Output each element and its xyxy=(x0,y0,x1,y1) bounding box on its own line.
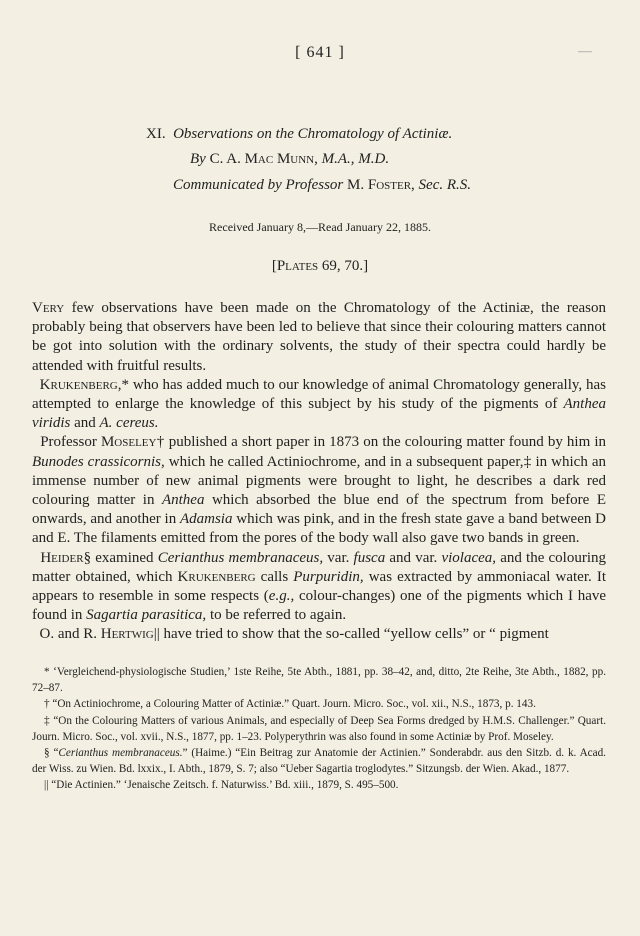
author-name: C. A. Mac Munn, xyxy=(209,151,318,167)
author-line: By C. A. Mac Munn, M.A., M.D. xyxy=(190,151,390,167)
paragraph: Very few observations have been made on the Chromatology of the Actiniæ, the reason probably being that observers have been led to believe that since their colouring matters cannot be got into solution with the ordinary solvents, the study of their spectra could hardly be attended with fruitful results. xyxy=(32,300,606,374)
paragraph: Professor Moseley† published a short paper in 1873 on the colouring matter found by him in Bunodes crassicornis, which he called Actiniochrome, and in a subsequent paper,‡ in which an immense number of new animal pigments were brought to light, he describes a dark red colouring matter in Anthea which absorbed the blue end of the spectrum from before E onwards, and another in Adamsia which was pink, and in the fresh state gave a band between D and E. The filaments emitted from the pores of the body wall also gave two bands in green. xyxy=(32,434,607,547)
margin-mark: — xyxy=(578,44,592,59)
body-text xyxy=(32,299,606,645)
page-number: [ 641 ] xyxy=(295,44,345,61)
footnote: ‡ “On the Colouring Matters of various Animals, and especially of Deep Sea Forms dredged by H.M.S. Challenger.” Quart. Journ. Micro. Soc., vol. xvii., N.S., 1877, pp. 1–23. Polyperythrin was also found in some Actiniæ by Prof. Moseley. xyxy=(32,714,606,743)
footnote: || “Die Actinien.” ‘Jenaische Zeitsch. f. Naturwiss.’ Bd. xiii., 1879, S. 495–500. xyxy=(44,779,399,792)
received-date: Received January 8,—Read January 22, 1885. xyxy=(209,220,431,234)
footnote: * ‘Vergleichend-physiologische Studien,’ 1ste Reihe, 5te Abth., 1881, pp. 38–42, and, ditto, 2te Reihe, 3te Abth., 1882, pp. 72–87. xyxy=(32,666,606,695)
paragraph: Heider§ examined Cerianthus membranaceus, var. fusca and var. violacea, and the colouring matter obtained, which Krukenberg calls Purpuridin, was extracted by ammoniacal water. It appears to resemble in some respects (e.g., colour-changes) one of the pigments which I have found in Sagartia parasitica, to be referred to again. xyxy=(32,549,607,624)
author-degrees: M.A., M.D. xyxy=(321,151,390,167)
footnote: † “On Actiniochrome, a Colouring Matter of Actiniæ.” Quart. Journ. Micro. Soc., vol. xii., N.S., 1873, p. 143. xyxy=(44,698,536,711)
paper-title xyxy=(146,126,452,143)
footnote: § “Cerianthus membranaceus.” (Haime.) “Ein Beitrag zur Anatomie der Actinien.” Sonderabdr. aus den Sitzb. d. k. Acad. der Wiss. zu Wien. Bd. lxxix., I. Abth., 1879, S. 7; also “Ueber Sagartia troglodytes.” Sitzungsb. der Wien. Akad., 1877. xyxy=(32,747,606,776)
plates-reference: [Plates 69, 70.] xyxy=(271,258,369,274)
paragraph: O. and R. Hertwig|| have tried to show that the so-called “yellow cells” or “ pigment xyxy=(39,626,549,643)
paragraph: Krukenberg,* who has added much to our knowledge of animal Chromatology generally, has attempted to enlarge the knowledge of this subject by his study of the pigments of Anthea viridis and A. cereus. xyxy=(32,376,606,432)
communicated-line: Communicated by Professor M. Foster, Sec. R.S. xyxy=(173,177,472,193)
footnotes xyxy=(32,664,606,794)
paper-title-text: Observations on the Chromatology of Actiniæ. xyxy=(173,126,453,142)
communicator-name: M. Foster, xyxy=(347,177,415,193)
paper-number: XI. xyxy=(146,126,166,142)
